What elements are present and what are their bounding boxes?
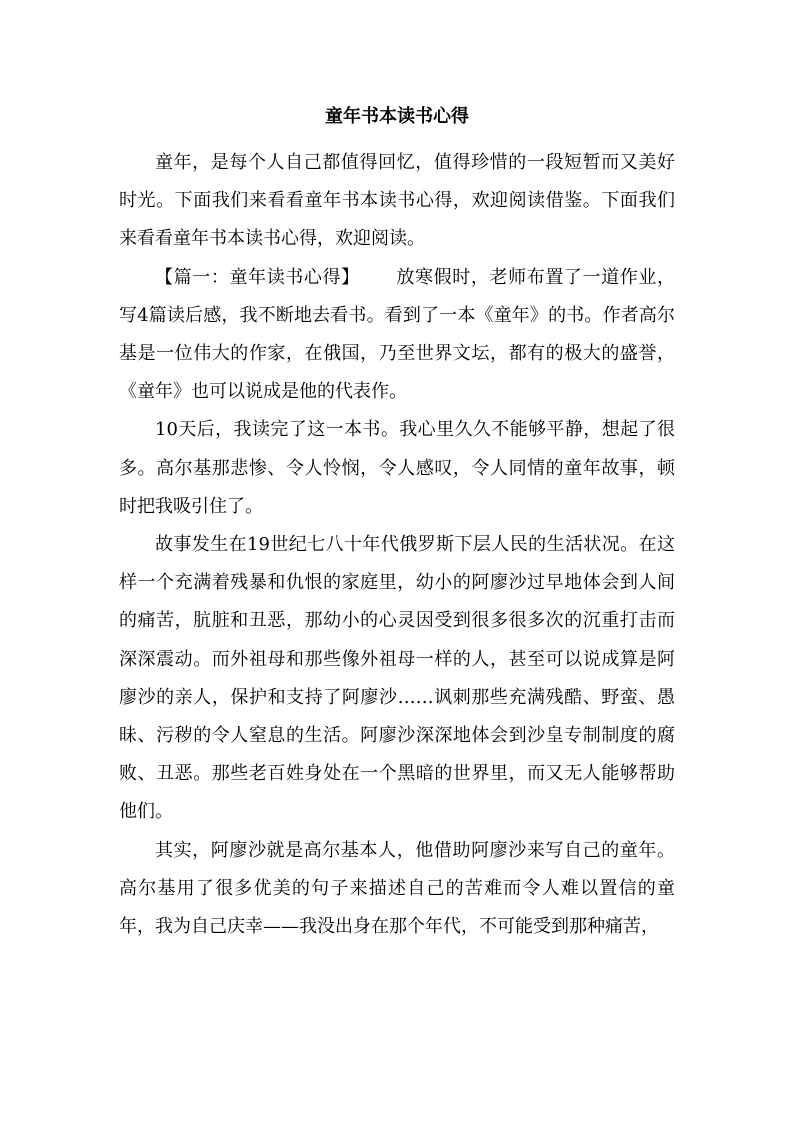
paragraph-text: 放寒假时，老师布置了一道作业，写4篇读后感，我不断地去看书。看到了一本《童年》的书。作者高尔基是一位伟大的作家，在俄国，乃至世界文坛，都有的极大的盛誉，《童年》也可以说成是他的代表作。 bbox=[119, 266, 676, 403]
paragraph-text: 10天后，我读完了这一本书。我心里久久不能够平静，想起了很多。高尔基那悲惨、令人怜悯，令人感叹，令人同情的童年故事，顿时把我吸引住了。 bbox=[119, 419, 675, 517]
paragraph-story-setting bbox=[119, 526, 675, 832]
paragraph-text: 故事发生在19世纪七八十年代俄罗斯下层人民的生活状况。在这样一个充满着残暴和仇恨的家庭里，幼小的阿廖沙过早地体会到人间的痛苦，肮脏和丑恶，那幼小的心灵因受到很多很多次的沉重打击而深深震动。而外祖母和那些像外祖母一样的人，甚至可以说成算是阿廖沙的亲人，保护和支持了阿廖沙……讽刺那些充满残酷、野蛮、愚昧、污秽的令人窒息的生活。阿廖沙深深地体会到沙皇专制制度的腐败、丑恶。那些老百姓身处在一个黑暗的世界里，而又无人能够帮助他们。 bbox=[119, 534, 675, 823]
paragraph-text: 其实，阿廖沙就是高尔基本人，他借助阿廖沙来写自己的童年。高尔基用了很多优美的句子来描述自己的苦难而令人难以置信的童年，我为自己庆幸——我没出身在那个年代，不可能受到那种痛苦， bbox=[119, 839, 675, 938]
section-heading: 【篇一：童年读书心得】 bbox=[155, 266, 360, 288]
paragraph-text: 童年，是每个人自己都值得回忆，值得珍惜的一段短暂而又美好时光。下面我们来看看童年书本读书心得，欢迎阅读借鉴。下面我们来看看童年书本读书心得，欢迎阅读。 bbox=[119, 152, 675, 250]
paragraph-intro bbox=[119, 144, 675, 259]
document-title: 童年书本读书心得 bbox=[325, 106, 469, 127]
paragraph-section-one bbox=[119, 259, 675, 412]
paragraph-ten-days bbox=[119, 411, 675, 526]
paragraph-alyosha bbox=[119, 832, 675, 947]
document-body bbox=[119, 144, 675, 946]
